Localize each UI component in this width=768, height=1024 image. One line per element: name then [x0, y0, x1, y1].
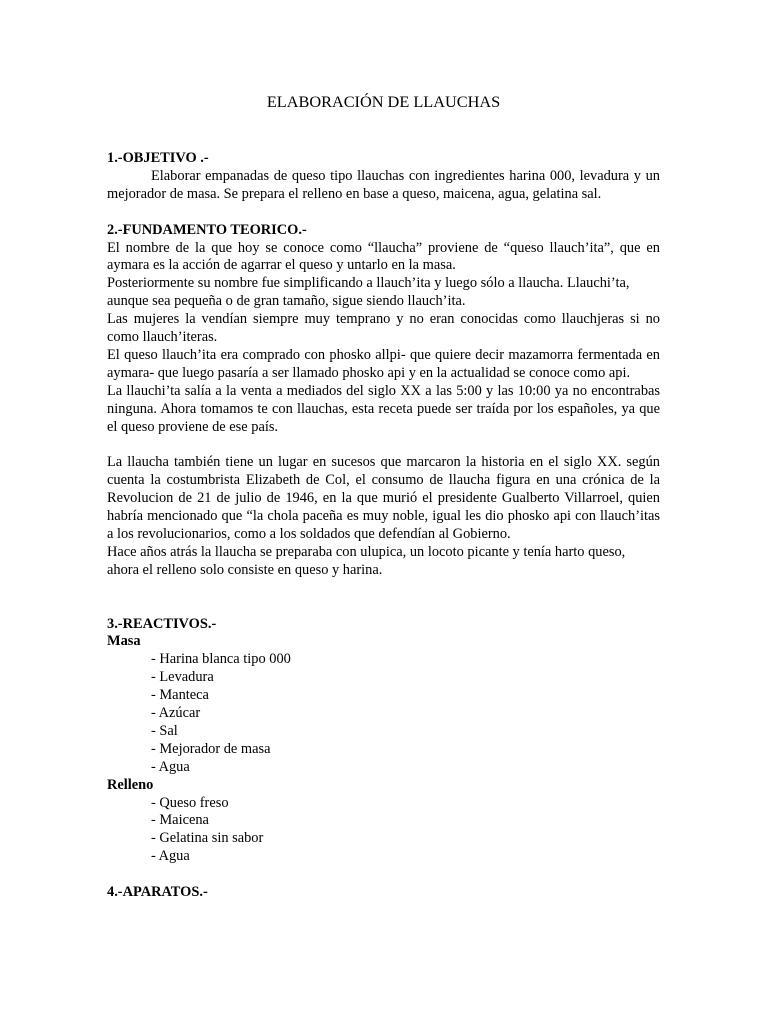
fundamento-paragraph: El queso llauch’ita era comprado con phosko allpi- que quiere decir mazamorra fermentada en aymara- que luego pasaría a ser llamado phosko api y en la actualidad se conoce como api. — [107, 346, 660, 381]
list-item: - Levadura — [151, 669, 214, 686]
fundamento-paragraph: Hace años atrás la llaucha se preparaba con ulupica, un locoto picante y tenía harto queso, ahora el relleno solo consiste en queso y harina. — [107, 543, 626, 578]
relleno-list — [107, 795, 660, 867]
spacer — [107, 436, 660, 454]
aparatos-heading: 4.-APARATOS.- — [107, 884, 208, 901]
spacer — [107, 866, 660, 884]
list-item: - Manteca — [151, 687, 209, 704]
fundamento-paragraph: Posteriormente su nombre fue simplificando a llauch’ita y luego sólo a llaucha. Llauchi’ta, aunque sea pequeña o de gran tamaño, sigue siendo llauch’ita. — [107, 275, 630, 310]
fundamento-paragraph: La llaucha también tiene un lugar en sucesos que marcaron la historia en el siglo XX. según cuenta la costumbrista Elizabeth de Col, el consumo de llaucha figura en una crónica de la Revolucion de 21 de julio de 1946, en la que murió el presidente Gualberto Villarroel, quien habría mencionado que “la chola paceña es muy noble, igual les dio phosko api con llauch’itas a los revolucionarios, como a los soldados que defendían al Gobierno. — [107, 454, 660, 542]
spacer — [107, 204, 660, 222]
masa-list — [107, 651, 660, 776]
fundamento-paragraph: La llauchi’ta salía a la venta a mediados del siglo XX a las 5:00 y las 10:00 ya no encontrabas ninguna. Ahora tomamos te con llauchas, esta receta puede ser traída por los españoles, ya que el queso proviene de ese país. — [107, 382, 660, 435]
list-item: - Harina blanca tipo 000 — [151, 651, 291, 668]
reactivos-heading: 3.-REACTIVOS.- — [107, 615, 217, 632]
fundamento-paragraph: Las mujeres la vendían siempre muy temprano y no eran conocidas como llauchjeras si no como llauch’iteras. — [107, 311, 660, 346]
fundamento-paragraph: El nombre de la que hoy se conoce como “llaucha” proviene de “queso llauch’ita”, que en aymara es la acción de agarrar el queso y untarlo en la masa. — [107, 239, 660, 274]
list-item: - Sal — [151, 722, 178, 739]
list-item: - Queso freso — [151, 794, 229, 811]
list-item: - Agua — [151, 848, 190, 865]
document-title: ELABORACIÓN DE LLAUCHAS — [266, 92, 501, 111]
objetivo-text: Elaborar empanadas de queso tipo llauchas con ingredientes harina 000, levadura y un mejorador de masa. Se prepara el relleno en base a queso, maicena, agua, gelatina sal. — [107, 167, 660, 202]
spacer — [107, 580, 660, 616]
objetivo-heading: 1.-OBJETIVO .- — [107, 150, 209, 166]
list-item: - Azúcar — [151, 705, 201, 722]
list-item: - Gelatina sin sabor — [151, 830, 264, 847]
relleno-label: Relleno — [107, 776, 154, 793]
document-page — [107, 92, 660, 902]
list-item: - Mejorador de masa — [151, 740, 271, 757]
list-item: - Agua — [151, 758, 190, 775]
fundamento-heading: 2.-FUNDAMENTO TEORICO.- — [107, 221, 307, 238]
list-item: - Maicena — [151, 812, 209, 829]
masa-label: Masa — [107, 633, 141, 650]
